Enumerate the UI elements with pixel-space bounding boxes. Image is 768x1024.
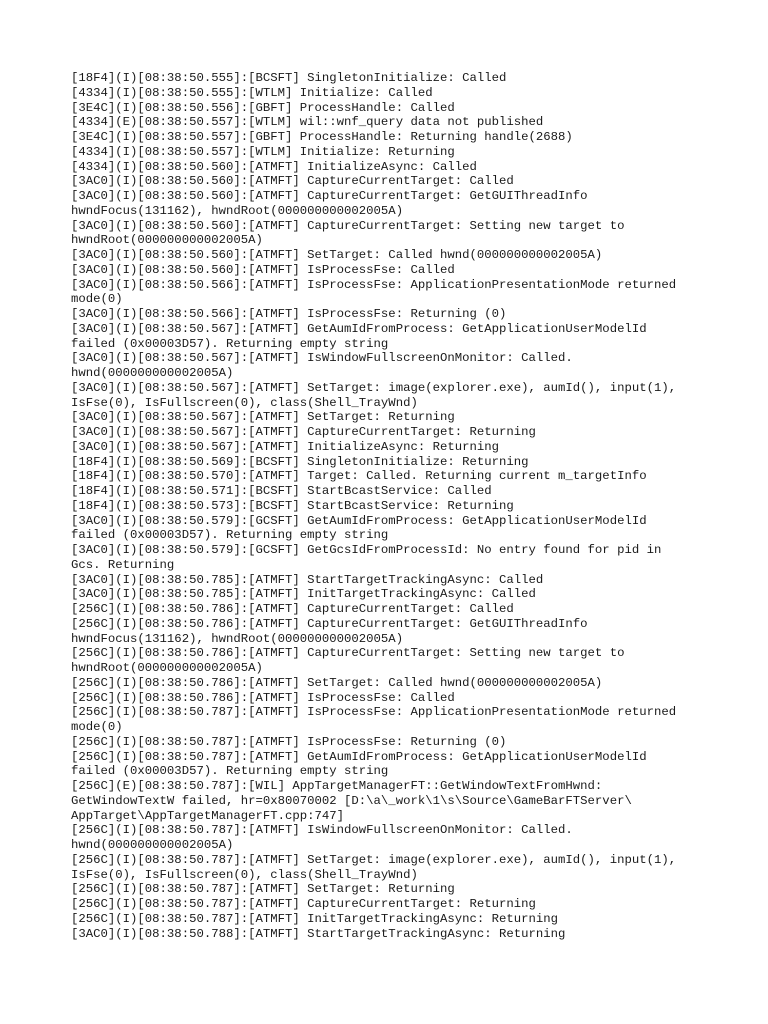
log-line: [256C](I)[08:38:50.787]:[ATMFT] CaptureCurrentTarget: Returning	[71, 897, 536, 911]
log-line: [256C](I)[08:38:50.787]:[ATMFT] IsProcessFse: ApplicationPresentationMode returned	[71, 705, 677, 720]
log-line: hwnd(000000000002005A)	[71, 838, 234, 852]
log-line: IsFse(0), IsFullscreen(0), class(Shell_TrayWnd)	[71, 395, 418, 410]
log-line: [4334](I)[08:38:50.560]:[ATMFT] InitializeAsync: Called	[71, 159, 477, 174]
log-line: [18F4](I)[08:38:50.555]:[BCSFT] SingletonInitialize: Called	[71, 71, 507, 85]
log-line: Gcs. Returning	[71, 557, 175, 572]
log-line: hwndRoot(000000000002005A)	[71, 233, 263, 248]
log-line: [256C](I)[08:38:50.786]:[ATMFT] CaptureCurrentTarget: Setting new target to	[71, 646, 625, 661]
log-line: IsFse(0), IsFullscreen(0), class(Shell_TrayWnd)	[71, 867, 418, 882]
log-line: [4334](I)[08:38:50.557]:[WTLM] Initialize: Returning	[71, 144, 455, 159]
log-line: [18F4](I)[08:38:50.573]:[BCSFT] StartBcastService: Returning	[71, 498, 514, 513]
log-line: AppTarget\AppTargetManagerFT.cpp:747]	[71, 808, 345, 823]
log-line: [3AC0](I)[08:38:50.560]:[ATMFT] CaptureCurrentTarget: Called	[71, 174, 514, 189]
log-line: [3AC0](I)[08:38:50.560]:[ATMFT] CaptureCurrentTarget: GetGUIThreadInfo	[71, 189, 588, 203]
log-line: [18F4](I)[08:38:50.569]:[BCSFT] SingletonInitialize: Returning	[71, 454, 529, 469]
log-line: [3AC0](I)[08:38:50.567]:[ATMFT] SetTarget: Returning	[71, 410, 455, 425]
log-line: [3AC0](I)[08:38:50.567]:[ATMFT] InitializeAsync: Returning	[71, 439, 500, 454]
log-line: [4334](E)[08:38:50.557]:[WTLM] wil::wnf_query data not published	[71, 115, 544, 130]
log-line: [3AC0](I)[08:38:50.785]:[ATMFT] StartTargetTrackingAsync: Called	[71, 572, 544, 587]
log-line: failed (0x00003D57). Returning empty string	[71, 764, 389, 779]
log-line: hwndRoot(000000000002005A)	[71, 661, 263, 675]
log-line: [3AC0](I)[08:38:50.567]:[ATMFT] IsWindowFullscreenOnMonitor: Called.	[71, 351, 573, 366]
log-line: [256C](I)[08:38:50.787]:[ATMFT] IsProcessFse: Returning (0)	[71, 734, 507, 749]
log-document	[71, 71, 711, 941]
log-line: [3E4C](I)[08:38:50.557]:[GBFT] ProcessHandle: Returning handle(2688)	[71, 130, 573, 144]
log-line: [3AC0](I)[08:38:50.566]:[ATMFT] IsProcessFse: ApplicationPresentationMode returned	[71, 277, 677, 292]
log-line: [256C](I)[08:38:50.787]:[ATMFT] GetAumIdFromProcess: GetApplicationUserModelId	[71, 749, 647, 764]
log-line: mode(0)	[71, 720, 123, 734]
log-line: [3AC0](I)[08:38:50.579]:[GCSFT] GetGcsIdFromProcessId: No entry found for pid in	[71, 543, 662, 557]
log-line: [3AC0](I)[08:38:50.579]:[GCSFT] GetAumIdFromProcess: GetApplicationUserModelId	[71, 513, 647, 528]
log-line: [256C](I)[08:38:50.786]:[ATMFT] CaptureCurrentTarget: Called	[71, 602, 514, 616]
log-line: [256C](I)[08:38:50.787]:[ATMFT] SetTarget: Returning	[71, 882, 455, 897]
log-line: [3AC0](I)[08:38:50.788]:[ATMFT] StartTargetTrackingAsync: Returning	[71, 926, 566, 941]
log-line: [256C](I)[08:38:50.787]:[ATMFT] SetTarget: image(explorer.exe), aumId(), input(1),	[71, 852, 677, 867]
log-line: [3AC0](I)[08:38:50.567]:[ATMFT] SetTarget: image(explorer.exe), aumId(), input(1),	[71, 380, 677, 395]
log-line: [3AC0](I)[08:38:50.560]:[ATMFT] IsProcessFse: Called	[71, 262, 455, 277]
log-line: [256C](E)[08:38:50.787]:[WIL] AppTargetManagerFT::GetWindowTextFromHwnd:	[71, 779, 603, 793]
log-line: [3AC0](I)[08:38:50.560]:[ATMFT] SetTarget: Called hwnd(000000000002005A)	[71, 248, 603, 262]
log-line: GetWindowTextW failed, hr=0x80070002 [D:\a\_work\1\s\Source\GameBarFTServer\	[71, 793, 632, 808]
log-line: [256C](I)[08:38:50.786]:[ATMFT] IsProcessFse: Called	[71, 690, 455, 705]
log-line: [256C](I)[08:38:50.787]:[ATMFT] InitTargetTrackingAsync: Returning	[71, 911, 559, 926]
log-line: hwndFocus(131162), hwndRoot(000000000002005A)	[71, 203, 404, 218]
log-line: hwnd(000000000002005A)	[71, 366, 234, 380]
log-line: [3AC0](I)[08:38:50.785]:[ATMFT] InitTargetTrackingAsync: Called	[71, 587, 536, 602]
log-line: failed (0x00003D57). Returning empty string	[71, 336, 389, 351]
log-line: [256C](I)[08:38:50.786]:[ATMFT] CaptureCurrentTarget: GetGUIThreadInfo	[71, 616, 588, 631]
log-line: [3E4C](I)[08:38:50.556]:[GBFT] ProcessHandle: Called	[71, 100, 455, 115]
log-line: [3AC0](I)[08:38:50.567]:[ATMFT] GetAumIdFromProcess: GetApplicationUserModelId	[71, 321, 647, 336]
log-line: mode(0)	[71, 292, 123, 307]
log-line: [4334](I)[08:38:50.555]:[WTLM] Initialize: Called	[71, 85, 433, 100]
log-line: [256C](I)[08:38:50.786]:[ATMFT] SetTarget: Called hwnd(000000000002005A)	[71, 675, 603, 690]
log-line: [3AC0](I)[08:38:50.560]:[ATMFT] CaptureCurrentTarget: Setting new target to	[71, 218, 625, 233]
log-line: [3AC0](I)[08:38:50.567]:[ATMFT] CaptureCurrentTarget: Returning	[71, 425, 536, 439]
log-line: failed (0x00003D57). Returning empty string	[71, 528, 389, 543]
log-line: [18F4](I)[08:38:50.571]:[BCSFT] StartBcastService: Called	[71, 484, 492, 498]
log-line: hwndFocus(131162), hwndRoot(000000000002005A)	[71, 631, 404, 646]
log-line: [3AC0](I)[08:38:50.566]:[ATMFT] IsProcessFse: Returning (0)	[71, 307, 507, 321]
log-line: [18F4](I)[08:38:50.570]:[ATMFT] Target: Called. Returning current m_targetInfo	[71, 469, 647, 484]
log-line: [256C](I)[08:38:50.787]:[ATMFT] IsWindowFullscreenOnMonitor: Called.	[71, 823, 573, 838]
